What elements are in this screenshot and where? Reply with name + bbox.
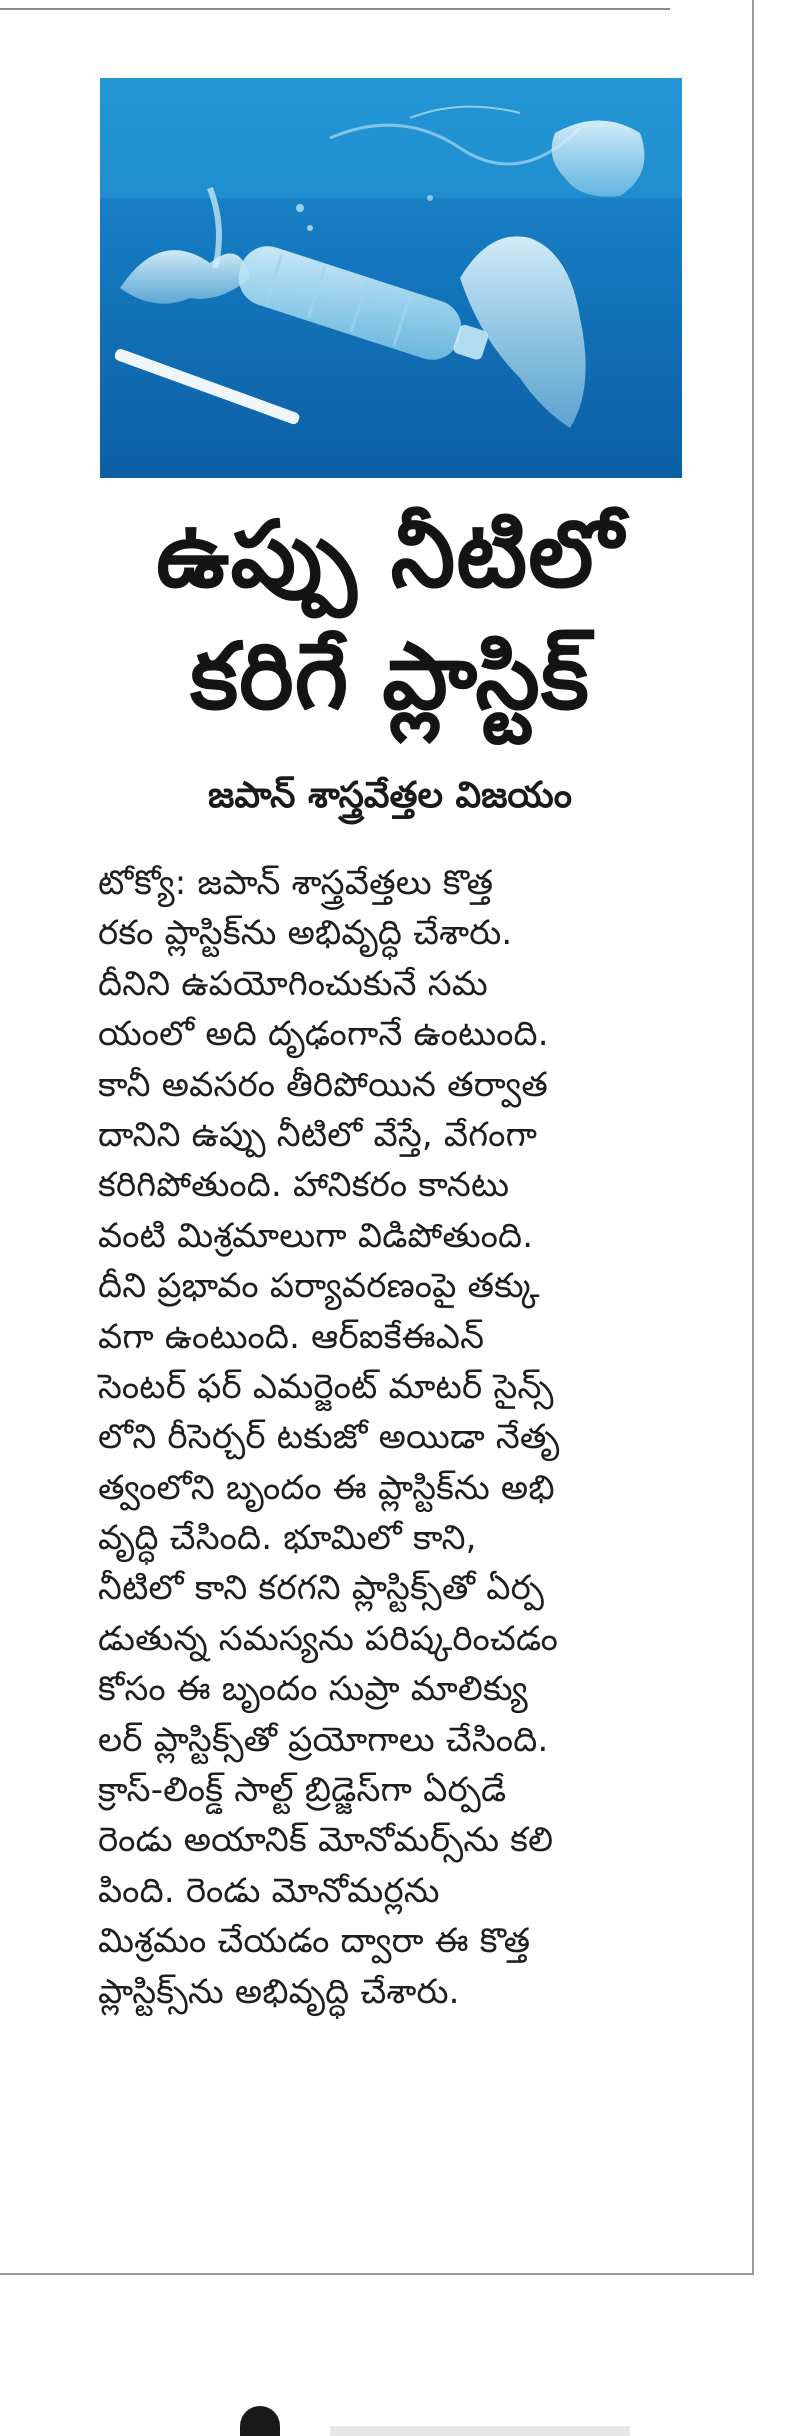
body-line: వగా ఉంటుంది. ఆర్ఐకేఈఎన్: [98, 1316, 485, 1357]
body-line: సెంటర్ ఫర్ ఎమర్జెంట్ మాటర్ సైన్స్: [98, 1366, 554, 1407]
body-line: త్వంలోని బృందం ఈ ప్లాస్టిక్‌ను అభి: [98, 1467, 555, 1508]
body-line: ప్లాస్టిక్స్‌ను అభివృద్ధి చేశారు.: [98, 1971, 460, 2012]
body-line: లర్ ప్లాస్టిక్స్‌తో ప్రయోగాలు చేసింది.: [98, 1719, 549, 1760]
body-line: డుతున్న సమస్యను పరిష్కరించడం: [98, 1618, 559, 1659]
body-line: కోసం ఈ బృందం సుప్రా మాలిక్యు: [98, 1669, 528, 1710]
body-line: వృద్ధి చేసింది. భూమిలో కాని,: [98, 1518, 477, 1559]
plastic-bottle: [231, 239, 494, 375]
body-line: మిశ్రమం చేయడం ద్వారా ఈ కొత్త: [98, 1921, 531, 1962]
body-line: దీనిని ఉపయోగించుకునే సమ: [98, 963, 488, 1004]
body-line: కానీ అవసరం తీరిపోయిన తర్వాత: [98, 1064, 549, 1105]
body-line: వంటి మిశ్రమాలుగా విడిపోతుంది.: [98, 1215, 534, 1256]
subheadline: జపాన్ శాస్త్రవేత్తల విజయం: [208, 775, 572, 816]
headline-line-1: ఉప్పు నీటిలో: [156, 501, 624, 608]
body-line: నీటిలో కాని కరగని ప్లాస్టిక్స్‌తో ఏర్ప: [98, 1568, 545, 1609]
body-line: క్రాస్-లింక్డ్ సాల్ట్ బ్రిడ్జెస్‌గా ఏర్పడే: [98, 1770, 507, 1811]
bottom-column-rule: [0, 2273, 754, 2275]
article-body: [98, 858, 698, 2017]
next-article-fragment: [240, 2406, 280, 2436]
body-line: టోక్యో: జపాన్ శాస్త్రవేత్తలు కొత్త: [98, 863, 494, 903]
body-line: పింది. రెండు మోనోమర్లను: [98, 1870, 440, 1911]
floating-bag-left: [120, 250, 250, 304]
body-line: లోని రీసెర్చర్ టకుజో అయిడా నేతృ: [98, 1417, 560, 1458]
headline-line-2: కరిగే ప్లాస్టిక్: [190, 623, 590, 730]
body-line: యంలో అది దృఢంగానే ఉంటుంది.: [98, 1014, 549, 1055]
body-line: దానిని ఉప్పు నీటిలో వేస్తే, వేగంగా: [98, 1114, 538, 1155]
right-column-rule: [752, 0, 754, 2275]
body-line: రెండు అయానిక్ మోనోమర్స్‌ను కలి: [98, 1820, 554, 1861]
body-line: దీని ప్రభావం పర్యావరణంపై తక్కు: [98, 1266, 540, 1307]
plastic-straw: [113, 348, 300, 426]
article-photo-plastic-in-sea: [100, 78, 682, 478]
next-article-text-fragment: [330, 2426, 630, 2436]
top-column-rule: [0, 8, 670, 10]
body-line: రకం ప్లాస్టిక్‌ను అభివృద్ధి చేశారు.: [98, 913, 513, 954]
body-line: కరిగిపోతుంది. హానికరం కానటు: [98, 1165, 510, 1206]
